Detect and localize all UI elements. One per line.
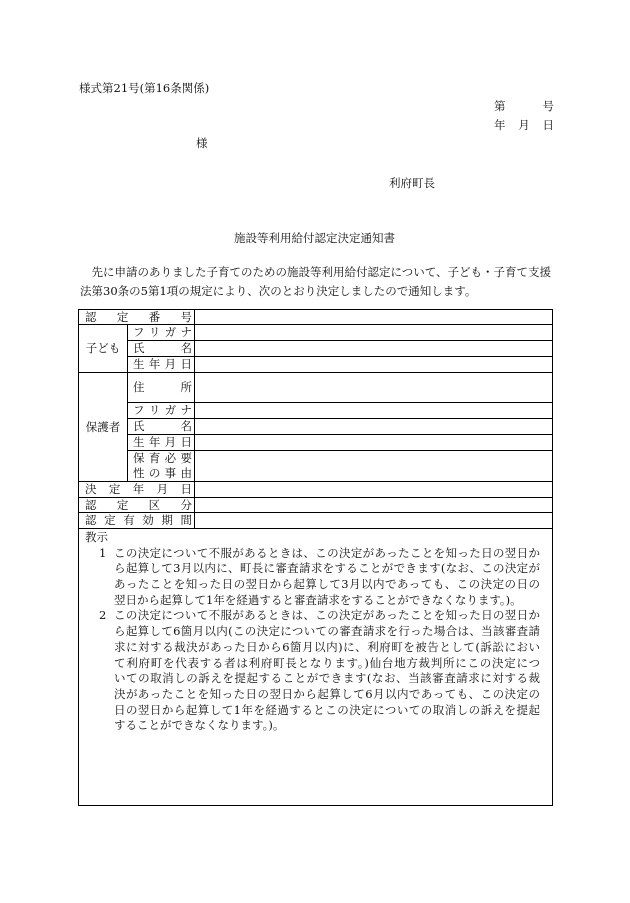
label-char: 必 — [164, 451, 177, 465]
notice-item-number: 2 — [99, 608, 107, 623]
guardian-name-label-cell — [128, 419, 195, 435]
label-char: 月 — [156, 482, 169, 496]
child-birthdate-label — [128, 358, 194, 371]
certification-table — [78, 309, 553, 806]
guardian-birthdate-value — [195, 435, 553, 451]
table-row — [79, 325, 553, 341]
label-char: ガ — [164, 325, 177, 339]
label-char: 事 — [164, 466, 177, 480]
label-char: 性 — [133, 466, 145, 480]
document-number — [494, 99, 554, 113]
label-char: 月 — [164, 357, 177, 371]
label-char: 氏 — [133, 419, 145, 433]
label-char: 年 — [148, 435, 161, 449]
label-char: 定 — [116, 309, 129, 324]
validity-period-value — [195, 513, 553, 529]
label-char: 定 — [116, 497, 129, 512]
label-char: 年 — [132, 482, 145, 496]
label-char: 生 — [133, 357, 145, 371]
table-row — [79, 310, 553, 325]
label-char: ナ — [180, 403, 192, 417]
child-name-label-cell — [128, 341, 195, 357]
care-reason-value — [195, 451, 553, 482]
child-name-value — [195, 341, 553, 357]
intro-line: 先に申請のありました子育てのための施設等利用給付認定について、子ども・子育て支援 — [91, 265, 552, 279]
table-row — [79, 435, 553, 451]
notice-line: 日の翌日から起算して1年を経過するとこの決定についての取消しの訴えを提起 — [114, 702, 540, 717]
guardian-name-label — [128, 420, 194, 433]
notice-line: ら起算して3月以内に、町長に審査請求をすることができます(なお、この決定が — [114, 561, 540, 576]
table-row — [79, 419, 553, 435]
guardian-address-label-cell — [128, 373, 195, 403]
label-char: ナ — [180, 325, 192, 339]
guardian-name-value — [195, 419, 553, 435]
child-birthdate-label-cell — [128, 357, 195, 373]
child-group-label: 子ども — [79, 325, 128, 373]
label-char: 氏 — [133, 341, 145, 355]
label-char: 月 — [164, 435, 177, 449]
label-char: 認 — [85, 309, 97, 324]
addressee-honorific: 様 — [196, 136, 208, 150]
intro-line: 法第30条の5第1項の規定により、次のとおり決定しましたので通知します。 — [80, 284, 477, 298]
notice-line: いての取消しの訴えを提起することができます(なお、当該審査請求に対する裁 — [114, 671, 540, 686]
child-furigana-value — [195, 325, 553, 341]
document-title: 施設等利用給付認定決定通知書 — [234, 231, 395, 245]
notice-line: ら起算して6箇月以内(この決定についての審査請求を行った場合は、当該審査請 — [114, 624, 540, 639]
table-row — [79, 357, 553, 373]
label-char: の — [148, 466, 161, 480]
label-char: 日 — [180, 357, 192, 371]
guardian-address-label — [128, 381, 194, 394]
certification-category-label — [79, 499, 194, 512]
label-char: 期 — [161, 513, 173, 527]
label-char: フ — [133, 325, 145, 339]
certification-category-value — [195, 498, 553, 513]
label-char: 効 — [142, 513, 154, 527]
label-char: 有 — [123, 513, 135, 527]
notice-heading: 教示 — [85, 530, 108, 544]
guardian-furigana-label — [128, 404, 194, 417]
form-number: 様式第21号(第16条関係) — [79, 81, 210, 95]
label-char: ガ — [164, 403, 177, 417]
table-row — [79, 373, 553, 403]
label-char: 第 — [494, 99, 506, 113]
label-char: 名 — [180, 341, 192, 355]
table-row — [79, 403, 553, 419]
notice-item-text — [114, 546, 540, 609]
label-char: 分 — [180, 497, 192, 512]
label-char: 年 — [148, 357, 161, 371]
label-char: 決 — [85, 482, 97, 496]
label-char: 番 — [148, 309, 161, 324]
child-birthdate-value — [195, 357, 553, 373]
table-row — [79, 341, 553, 357]
care-reason-label-line — [128, 451, 194, 466]
notice-line: この決定について不服があるときは、この決定があったことを知った日の翌日か — [114, 608, 540, 623]
sender-name: 利府町長 — [389, 176, 435, 190]
notice-item-number: 1 — [99, 545, 107, 560]
label-char: 間 — [180, 513, 192, 527]
notice-line: 決があったことを知った日の翌日から起算して6月以内であっても、この決定の — [114, 686, 540, 701]
notice-line: することができなくなります。)。 — [114, 718, 285, 733]
label-char: 名 — [180, 419, 192, 433]
label-char: 号 — [180, 309, 192, 324]
label-char: 定 — [104, 513, 116, 527]
label-char: 日 — [180, 482, 192, 496]
notice-line: 翌日から起算して1年を経過すると審査請求をすることができなくなります。)。 — [114, 592, 522, 607]
child-furigana-label-cell — [128, 325, 195, 341]
notice-line: 求に対する裁決があった日から6箇月以内)に、利府町を被告として(訴訟におい — [114, 639, 540, 654]
label-char: 定 — [108, 482, 121, 496]
table-row — [79, 451, 553, 482]
label-char: 区 — [148, 497, 161, 512]
table-row — [79, 498, 553, 513]
validity-period-label-cell — [79, 513, 195, 529]
label-char: 所 — [180, 380, 192, 394]
label-char: 日 — [180, 435, 192, 449]
table-row — [79, 482, 553, 498]
notice-line: あったことを知った日の翌日から起算して3月以内であっても、この決定の日の — [114, 577, 540, 592]
child-name-label — [128, 342, 194, 355]
label-char: フ — [133, 403, 145, 417]
notice-item-2 — [79, 608, 552, 734]
label-char: 認 — [85, 513, 97, 527]
decision-date-label — [79, 483, 194, 496]
label-char: 年 — [494, 118, 506, 132]
label-char: 生 — [133, 435, 145, 449]
guardian-birthdate-label — [128, 436, 194, 449]
label-char: 日 — [542, 118, 554, 132]
child-furigana-label — [128, 326, 194, 339]
notice-cell — [79, 529, 553, 806]
certification-number-label — [79, 311, 194, 324]
care-reason-label-line — [128, 466, 194, 481]
decision-date-label-cell — [79, 482, 195, 498]
certification-number-label-cell — [79, 310, 195, 325]
guardian-group-label: 保護者 — [79, 373, 128, 482]
label-char: 要 — [180, 451, 192, 465]
table-row — [79, 513, 553, 529]
certification-category-label-cell — [79, 498, 195, 513]
label-char: 保 — [133, 451, 145, 465]
decision-date-value — [195, 482, 553, 498]
guardian-furigana-value — [195, 403, 553, 419]
validity-period-label — [79, 514, 194, 527]
guardian-address-value — [195, 373, 553, 403]
table-row — [79, 529, 553, 806]
notice-item-1 — [79, 546, 552, 609]
label-char: 住 — [133, 380, 145, 394]
guardian-furigana-label-cell — [128, 403, 195, 419]
label-char: リ — [148, 325, 161, 339]
label-char: 育 — [148, 451, 161, 465]
label-char: 号 — [542, 99, 554, 113]
notice-line: この決定について不服があるときは、この決定があったことを知った日の翌日か — [114, 545, 540, 560]
label-char: 月 — [518, 118, 530, 132]
care-reason-label-cell — [128, 451, 195, 482]
label-char: 認 — [85, 497, 97, 512]
label-char: リ — [148, 403, 161, 417]
guardian-birthdate-label-cell — [128, 435, 195, 451]
document-date — [494, 118, 554, 132]
label-char: 由 — [180, 466, 192, 480]
notice-item-text — [114, 608, 540, 734]
certification-number-value — [195, 310, 553, 325]
notice-line: て利府町を代表する者は利府町長となります。)仙台地方裁判所にこの決定につ — [114, 655, 540, 670]
